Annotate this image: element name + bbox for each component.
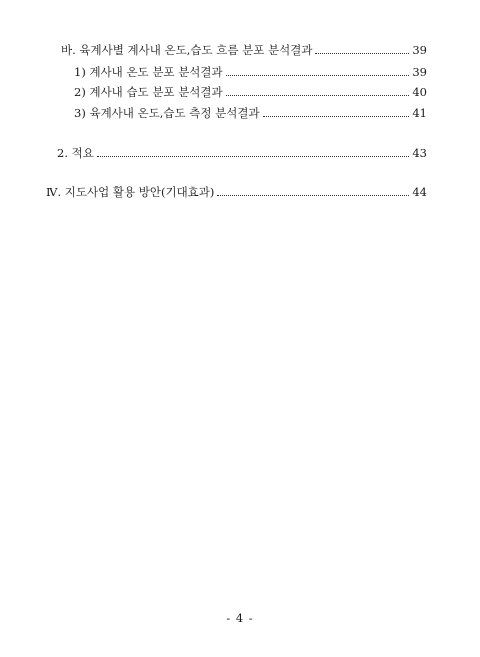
toc-entry-page: 41 [412, 106, 427, 120]
toc-entry-label: 바. 육계사별 계사내 온도,습도 흐름 분포 분석결과 [61, 43, 313, 57]
toc-entry-section-ba [61, 43, 427, 57]
toc-entry-sub-1 [74, 65, 427, 79]
dot-leader [315, 52, 409, 54]
toc-entry-page: 39 [412, 65, 427, 79]
dot-leader [226, 74, 410, 76]
toc-entry-section-2 [57, 146, 427, 160]
page-number: - 4 - [226, 611, 254, 625]
toc-entry-label: 3) 육계사내 온도,습도 측정 분석결과 [74, 106, 260, 120]
toc-entry-label: 1) 계사내 온도 분포 분석결과 [74, 65, 223, 79]
dot-leader [263, 115, 410, 117]
toc-entry-page: 40 [412, 85, 427, 99]
toc-entry-label: 2) 계사내 습도 분포 분석결과 [74, 85, 223, 99]
toc-entry-sub-3 [74, 106, 427, 120]
toc-entry-page: 39 [412, 43, 427, 57]
toc-entry-sub-2 [74, 85, 427, 99]
toc-entry-page: 43 [412, 146, 427, 160]
toc-entry-page: 44 [412, 185, 427, 199]
toc-entry-chapter-4 [46, 185, 427, 199]
toc-entry-label: Ⅳ. 지도사업 활용 방안(기대효과) [46, 185, 215, 199]
dot-leader [97, 155, 410, 157]
toc-entry-label: 2. 적요 [57, 146, 94, 160]
dot-leader [226, 94, 410, 96]
dot-leader [217, 194, 409, 196]
